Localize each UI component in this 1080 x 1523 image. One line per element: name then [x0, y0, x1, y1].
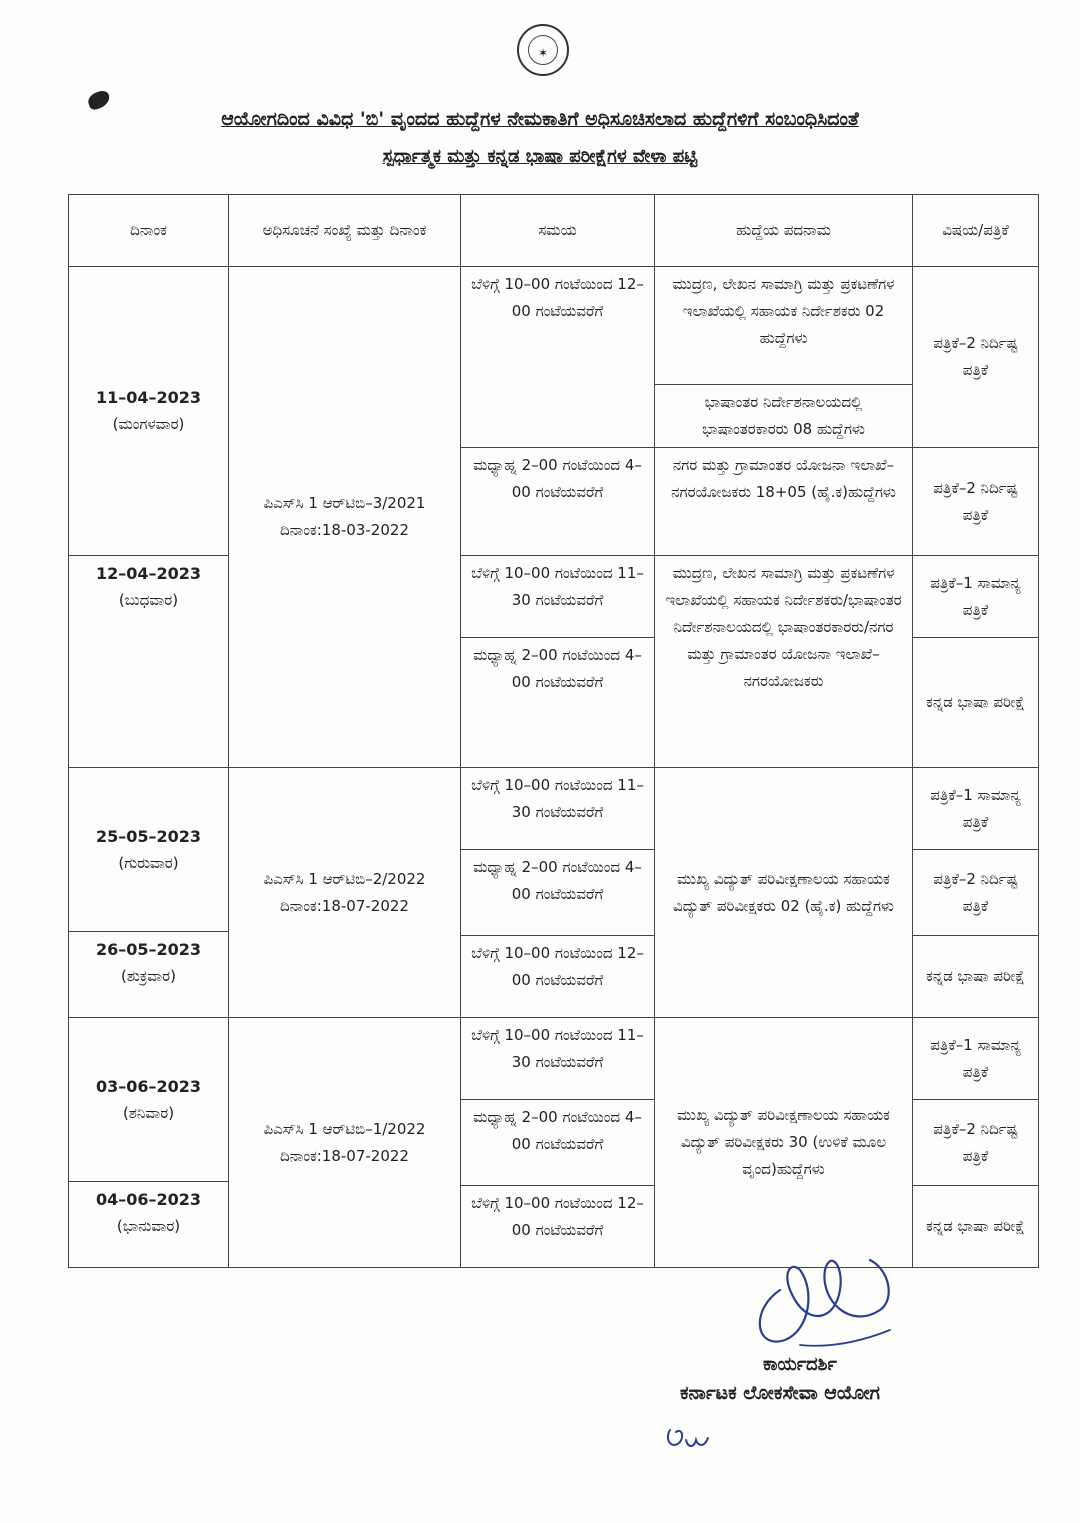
- notification-date: ದಿನಾಂಕ:18-07-2022: [280, 896, 409, 915]
- initials-mark: [662, 1420, 712, 1456]
- column-header: ಸಮಯ: [461, 195, 655, 267]
- table-header-row: [69, 195, 1039, 267]
- column-header: ವಿಷಯ/ಪತ್ರಿಕೆ: [913, 195, 1039, 267]
- date-cell: [69, 267, 229, 556]
- exam-day: (ಬುಧವಾರ): [118, 591, 179, 609]
- post-cell: ನಗರ ಮತ್ತು ಗ್ರಾಮಾಂತರ ಯೋಜನಾ ಇಲಾಖೆ– ನಗರಯೋಜಕರು 18+05 (ಹೈ.ಕ)ಹುದ್ದೆಗಳು: [655, 448, 913, 556]
- subject-cell: ಪತ್ರಿಕೆ–2 ನಿರ್ದಿಷ್ಟ ಪತ್ರಿಕೆ: [913, 267, 1039, 448]
- date-cell: [69, 1182, 229, 1268]
- subject-cell: ಪತ್ರಿಕೆ–1 ಸಾಮಾನ್ಯ ಪತ್ರಿಕೆ: [913, 556, 1039, 638]
- exam-day: (ಗುರುವಾರ): [118, 853, 179, 872]
- notification-date: ದಿನಾಂಕ:18-03-2022: [280, 521, 409, 539]
- subject-cell: ಪತ್ರಿಕೆ–2 ನಿರ್ದಿಷ್ಟ ಪತ್ರಿಕೆ: [913, 448, 1039, 556]
- time-cell: ಮಧ್ಯಾಹ್ನ 2–00 ಗಂಟೆಯಿಂದ 4–00 ಗಂಟೆಯವರೆಗೆ: [461, 850, 655, 936]
- notification-date: ದಿನಾಂಕ:18-07-2022: [280, 1146, 409, 1165]
- exam-day: (ಮಂಗಳವಾರ): [112, 415, 185, 433]
- exam-date: 03–06–2023: [95, 1076, 202, 1096]
- table-row: [69, 1018, 1039, 1100]
- table-row: [69, 556, 1039, 638]
- time-cell: ಬೆಳಿಗ್ಗೆ 10–00 ಗಂಟೆಯಿಂದ 12–00 ಗಂಟೆಯವರೆಗೆ: [461, 936, 655, 1018]
- exam-date: 04–06–2023: [95, 1190, 202, 1209]
- subject-cell: ಪತ್ರಿಕೆ–2 ನಿರ್ದಿಷ್ಟ ಪತ್ರಿಕೆ: [913, 1100, 1039, 1186]
- column-header: ಹುದ್ದೆಯ ಪದನಾಮ: [655, 195, 913, 267]
- notification-cell: [229, 1018, 461, 1268]
- signatory-designation: ಕಾರ್ಯದರ್ಶಿ: [763, 1354, 837, 1375]
- date-cell: [69, 768, 229, 932]
- exam-date: 26–05–2023: [95, 940, 202, 959]
- seal-emblem-icon: ✶: [537, 46, 549, 60]
- exam-day: (ಶನಿವಾರ): [122, 1103, 175, 1122]
- document-subtitle: ಸ್ಪರ್ಧಾತ್ಮಕ ಮತ್ತು ಕನ್ನಡ ಭಾಷಾ ಪರೀಕ್ಷೆಗಳ ವೇಳಾ ಪಟ್ಟಿ: [382, 146, 698, 167]
- exam-day: (ಭಾನುವಾರ): [116, 1217, 181, 1235]
- time-cell: ಬೆಳಿಗ್ಗೆ 10–00 ಗಂಟೆಯಿಂದ 11–30 ಗಂಟೆಯವರೆಗೆ: [461, 1018, 655, 1100]
- subject-cell: ಕನ್ನಡ ಭಾಷಾ ಪರೀಕ್ಷೆ: [913, 936, 1039, 1018]
- post-cell: ಮುದ್ರಣ, ಲೇಖನ ಸಾಮಾಗ್ರಿ ಮತ್ತು ಪ್ರಕಟಣೆಗಳ ಇಲಾಖೆಯಲ್ಲಿ ಸಹಾಯಕ ನಿರ್ದೇಶಕರು/ಭಾಷಾಂತರ ನಿರ್ದೇಶನಾಲಯದಲ್ಲಿ ಭಾಷಾಂತರಕಾರರು/ನಗರ ಮತ್ತು ಗ್ರಾಮಾಂತರ ಯೋಜನಾ ಇಲಾಖೆ– ನಗರಯೋಜಕರು: [655, 556, 913, 768]
- post-cell: ಭಾಷಾಂತರ ನಿರ್ದೇಶನಾಲಯದಲ್ಲಿ ಭಾಷಾಂತರಕಾರರು 08 ಹುದ್ದೆಗಳು: [655, 385, 913, 448]
- exam-schedule-table: [68, 194, 1039, 1268]
- notification-number: ಪಿಎಸ್‌ಸಿ 1 ಆರ್‌ಟಿಬಿ–3/2021: [263, 494, 426, 512]
- time-cell: ಬೆಳಿಗ್ಗೆ 10–00 ಗಂಟೆಯಿಂದ 11–30 ಗಂಟೆಯವರೆಗೆ: [461, 768, 655, 850]
- post-cell: ಮುಖ್ಯ ವಿದ್ಯುತ್ ಪರಿವೀಕ್ಷಣಾಲಯ ಸಹಾಯಕ ವಿದ್ಯುತ್ ಪರಿವೀಕ್ಷಕರು 30 (ಉಳಿಕೆ ಮೂಲ ವೃಂದ)ಹುದ್ದೆಗಳು: [655, 1018, 913, 1268]
- seal-emblem: [528, 35, 558, 65]
- table-row: [69, 267, 1039, 385]
- post-cell: ಮುಖ್ಯ ವಿದ್ಯುತ್ ಪರಿವೀಕ್ಷಣಾಲಯ ಸಹಾಯಕ ವಿದ್ಯುತ್ ಪರಿವೀಕ್ಷಕರು 02 (ಹೈ.ಕ) ಹುದ್ದೆಗಳು: [655, 768, 913, 1018]
- time-cell: ಮಧ್ಯಾಹ್ನ 2–00 ಗಂಟೆಯಿಂದ 4–00 ಗಂಟೆಯವರೆಗೆ: [461, 448, 655, 556]
- time-cell: ಮಧ್ಯಾಹ್ನ 2–00 ಗಂಟೆಯಿಂದ 4–00 ಗಂಟೆಯವರೆಗೆ: [461, 638, 655, 768]
- column-header: ಅಧಿಸೂಚನೆ ಸಂಖ್ಯೆ ಮತ್ತು ದಿನಾಂಕ: [229, 195, 461, 267]
- government-seal: [517, 24, 569, 76]
- subject-cell: ಕನ್ನಡ ಭಾಷಾ ಪರೀಕ್ಷೆ: [913, 638, 1039, 768]
- date-cell: [69, 932, 229, 1018]
- time-cell: ಬೆಳಿಗ್ಗೆ 10–00 ಗಂಟೆಯಿಂದ 11–30 ಗಂಟೆಯವರೆಗೆ: [461, 556, 655, 638]
- exam-day: (ಶುಕ್ರವಾರ): [121, 967, 176, 985]
- notification-cell: [229, 267, 461, 768]
- subject-cell: ಪತ್ರಿಕೆ–2 ನಿರ್ದಿಷ್ಟ ಪತ್ರಿಕೆ: [913, 850, 1039, 936]
- exam-date: 25–05–2023: [95, 826, 202, 846]
- date-cell: [69, 1018, 229, 1182]
- exam-date: 11–04–2023: [95, 388, 202, 407]
- table-row: [69, 768, 1039, 850]
- document-title: ಆಯೋಗದಿಂದ ವಿವಿಧ 'ಬಿ' ವೃಂದದ ಹುದ್ದೆಗಳ ನೇಮಕಾತಿಗೆ ಅಧಿಸೂಚಿಸಲಾದ ಹುದ್ದೆಗಳಿಗೆ ಸಂಬಂಧಿಸಿದಂತೆ: [221, 108, 859, 130]
- subject-cell: ಪತ್ರಿಕೆ–1 ಸಾಮಾನ್ಯ ಪತ್ರಿಕೆ: [913, 1018, 1039, 1100]
- column-header: ದಿನಾಂಕ: [69, 195, 229, 267]
- notification-number: ಪಿಎಸ್‌ಸಿ 1 ಆರ್‌ಟಿಬಿ–2/2022: [263, 869, 426, 888]
- notification-number: ಪಿಎಸ್‌ಸಿ 1 ಆರ್‌ಟಿಬಿ–1/2022: [263, 1119, 426, 1138]
- time-cell: ಮಧ್ಯಾಹ್ನ 2–00 ಗಂಟೆಯಿಂದ 4–00 ಗಂಟೆಯವರೆಗೆ: [461, 1100, 655, 1186]
- post-cell: ಮುದ್ರಣ, ಲೇಖನ ಸಾಮಾಗ್ರಿ ಮತ್ತು ಪ್ರಕಟಣೆಗಳ ಇಲಾಖೆಯಲ್ಲಿ ಸಹಾಯಕ ನಿರ್ದೇಶಕರು 02 ಹುದ್ದೆಗಳು: [655, 267, 913, 385]
- time-cell: ಬೆಳಿಗ್ಗೆ 10–00 ಗಂಟೆಯಿಂದ 12–00 ಗಂಟೆಯವರೆಗೆ: [461, 1186, 655, 1268]
- signatory-organization: ಕರ್ನಾಟಕ ಲೋಕಸೇವಾ ಆಯೋಗ: [680, 1382, 880, 1404]
- date-cell: [69, 556, 229, 768]
- signature: [740, 1230, 910, 1360]
- exam-date: 12–04–2023: [95, 564, 202, 583]
- subject-cell: ಕನ್ನಡ ಭಾಷಾ ಪರೀಕ್ಷೆ: [913, 1186, 1039, 1268]
- subject-cell: ಪತ್ರಿಕೆ–1 ಸಾಮಾನ್ಯ ಪತ್ರಿಕೆ: [913, 768, 1039, 850]
- notification-cell: [229, 768, 461, 1018]
- time-cell: ಬೆಳಿಗ್ಗೆ 10–00 ಗಂಟೆಯಿಂದ 12–00 ಗಂಟೆಯವರೆಗೆ: [461, 267, 655, 448]
